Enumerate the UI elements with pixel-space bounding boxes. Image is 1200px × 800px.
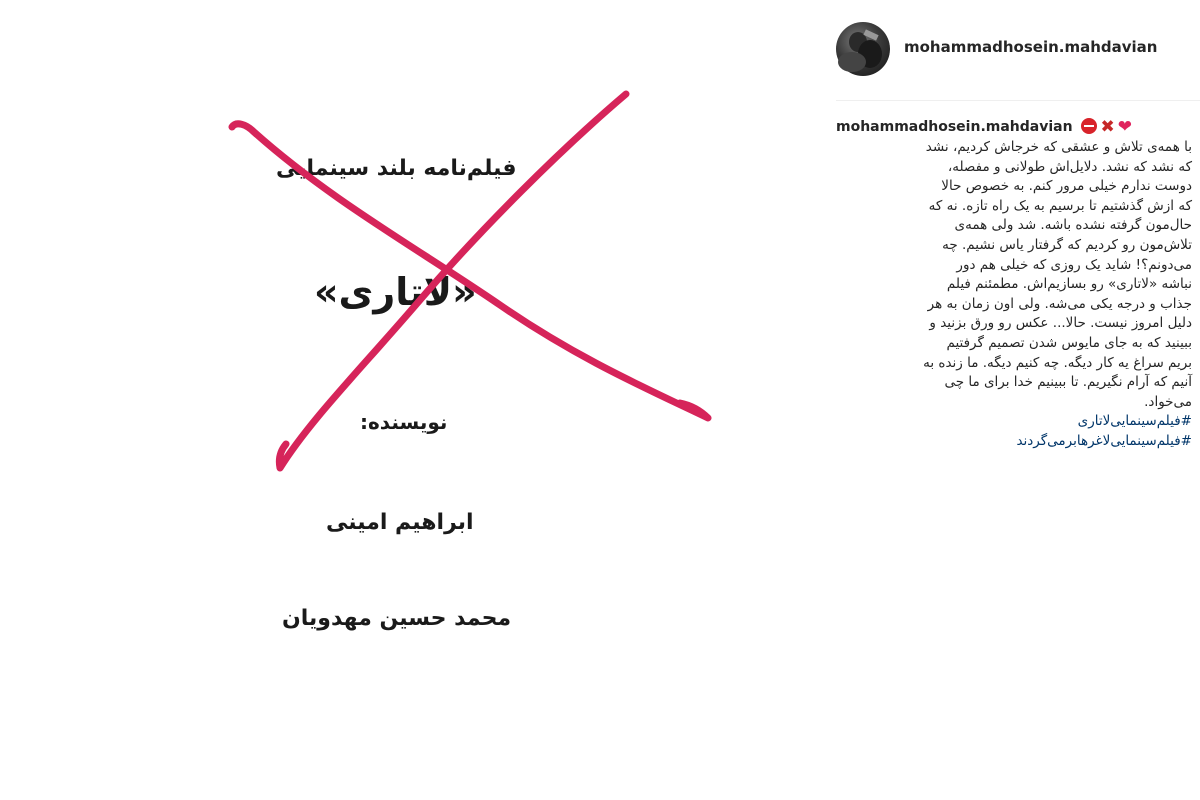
post-header [800, 0, 1200, 100]
caption-line: ببینید که به جای مایوس شدن تصمیم گرفتیم [946, 334, 1192, 351]
caption-text [836, 138, 1192, 452]
caption [836, 116, 1192, 452]
poster-author-2: محمد حسین مهدویان [282, 606, 512, 631]
header-divider [836, 100, 1200, 101]
avatar[interactable] [836, 22, 890, 76]
broken-heart-icon: ❤ [1117, 117, 1132, 137]
caption-line: بریم سراغ یه کار دیگه. چه کنیم دیگه. ما زنده به [923, 354, 1192, 371]
post-sidebar [800, 0, 1200, 800]
avatar-photo-icon [836, 22, 890, 76]
poster-movie-name: «لاتاری» [314, 270, 477, 314]
caption-line: که نشد که نشد. دلایل‌اش طولانی و مفصله، [947, 158, 1192, 175]
poster-writer-label: نویسنده: [360, 410, 448, 434]
caption-line: نباشه «لاتاری» رو بسازیم‌اش. مطمئنم فیلم [946, 276, 1192, 293]
caption-line: آنیم که آرام نگیریم. تا ببینیم خدا برای ما چی [944, 374, 1192, 391]
caption-line: دوست ندارم خیلی مرور کنم. به خصوص حالا [941, 178, 1192, 195]
hashtag-link[interactable]: #فیلم‌سینمایی‌لاغرهابرمی‌گردند [1016, 432, 1192, 449]
caption-line: حال‌مون گرفته نشده باشه. شد ولی همه‌ی [954, 217, 1192, 234]
caption-line: با همه‌ی تلاش و عشقی که خرجاش کردیم، نشد [925, 139, 1192, 155]
caption-username-link[interactable]: mohammadhosein.mahdavian [836, 119, 1073, 135]
header-username-link[interactable]: mohammadhosein.mahdavian [904, 38, 1158, 56]
caption-line: می‌دونم؟! شاید یک روزی که خیلی هم دور [956, 256, 1192, 273]
poster-author-1: ابراهیم امینی [326, 510, 474, 535]
caption-user-line [836, 116, 1192, 138]
poster-title: فیلم‌نامه بلند سینمایی [276, 156, 517, 181]
hashtag-link[interactable]: #فیلم‌سینمایی‌لاتاری [1077, 413, 1192, 430]
caption-line: جذاب و درجه یکی می‌شه. ولی اون زمان به هر [927, 295, 1192, 312]
caption-line: تلاش‌مون رو کردیم که گرفتار یاس نشیم. چه [942, 236, 1192, 253]
caption-line: می‌خواد. [1144, 393, 1192, 410]
caption-line: دلیل امروز نیست. حالا... عکس رو ورق بزنید و [929, 315, 1192, 332]
cross-mark-icon: ✖ [1100, 117, 1115, 137]
caption-line: که ازش گذشتیم تا برسیم به یک راه تازه. نه که [928, 197, 1192, 214]
no-entry-icon [1081, 118, 1097, 134]
